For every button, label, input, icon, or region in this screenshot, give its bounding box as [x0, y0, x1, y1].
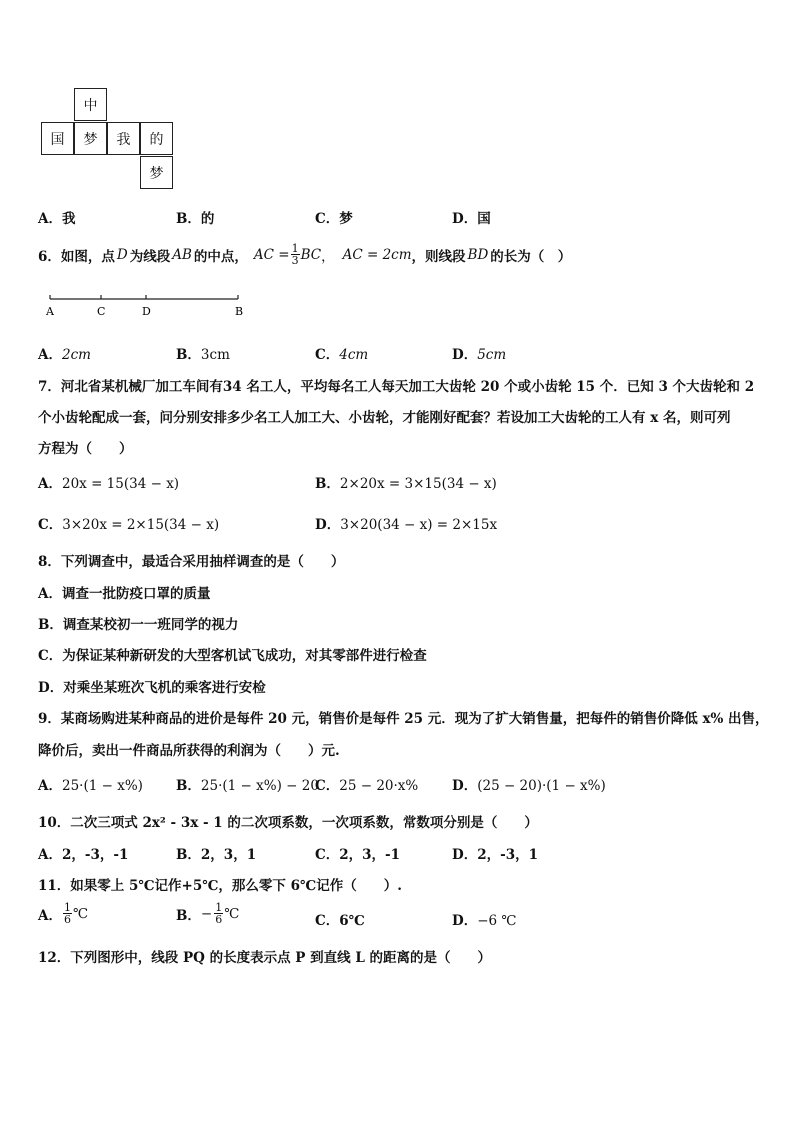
- net-cell: 的: [140, 122, 173, 155]
- net-cell: 梦: [74, 122, 107, 155]
- q7-option-a[interactable]: A．20x = 15(34 − x): [38, 476, 180, 492]
- q6-option-b[interactable]: B．3cm: [176, 347, 230, 363]
- label-a: A: [46, 305, 54, 318]
- label-b: B: [235, 305, 244, 318]
- q6-text-b: 的中点，: [193, 248, 248, 265]
- q6-prefix: 6．如图，点: [38, 248, 115, 265]
- net-cell: 我: [107, 122, 140, 155]
- q7-stem-line2: 个小齿轮配成一套，问分别安排多少名工人加工大、小齿轮，才能刚好配套？若设加工大齿轮的工人有 x 名，则可列: [38, 410, 731, 426]
- net-cell: 中: [74, 88, 107, 121]
- q6-var-d: D: [116, 246, 128, 263]
- q7-option-c[interactable]: C．3×20x = 2×15(34 − x): [38, 517, 220, 533]
- net-cell: 国: [41, 122, 74, 155]
- q5-option-a[interactable]: A．我: [38, 211, 76, 227]
- q9-option-a[interactable]: A．25·(1 − x%): [38, 778, 143, 794]
- q8-option-d[interactable]: D．对乘坐某班次飞机的乘客进行安检: [38, 680, 266, 696]
- q8-option-c[interactable]: C．为保证某种新研发的大型客机试飞成功，对其零部件进行检查: [38, 648, 427, 664]
- q8-option-b[interactable]: B．调查某校初一一班同学的视力: [38, 617, 239, 633]
- q9-option-d[interactable]: D．(25 − 20)·(1 − x%): [452, 778, 606, 794]
- q11-option-d[interactable]: D．−6 ℃: [452, 913, 517, 929]
- q6-eq-ac: AC =: [253, 246, 290, 263]
- q6-option-d[interactable]: D．5cm: [452, 347, 507, 363]
- q6-eq-ac2: AC = 2cm: [342, 246, 412, 263]
- q10-option-c[interactable]: C．2，3，-1: [315, 847, 401, 863]
- q9-stem-line1: 9．某商场购进某种商品的进价是每件 20 元，销售价是每件 25 元．现为了扩大销售量，把每件的销售价降低 x% 出售，: [38, 711, 769, 727]
- label-c: C: [97, 305, 106, 318]
- q7-stem-line3: 方程为（ ）: [38, 441, 133, 457]
- q9-option-b[interactable]: B．25·(1 − x%) − 20: [176, 778, 319, 794]
- q6-text-a: 为线段: [129, 248, 171, 265]
- q10-option-d[interactable]: D．2，-3，1: [452, 847, 538, 863]
- q10-option-a[interactable]: A．2，-3，-1: [38, 847, 129, 863]
- q10-stem: 10．二次三项式 2x² - 3x - 1 的二次项系数，一次项系数，常数项分别是（ ）: [38, 815, 538, 831]
- q6-var-ab: AB: [172, 246, 192, 263]
- q5-option-c[interactable]: C．梦: [315, 211, 353, 227]
- q8-option-a[interactable]: A．调查一批防疫口罩的质量: [38, 586, 211, 602]
- q6-stem: 6．如图，点 D 为线段 AB 的中点， AC = $\frac{1}{3}$ BC ， AC = 2cm ，则线段 BD 的长为（ ）: [38, 242, 572, 267]
- q6-frac-den: 3: [291, 254, 299, 267]
- q6-var-bd: BD: [467, 246, 489, 263]
- q7-option-d[interactable]: D．3×20(34 − x) = 2×15x: [315, 517, 498, 533]
- label-d: D: [142, 305, 151, 318]
- q10-option-b[interactable]: B．2，3，1: [176, 847, 257, 863]
- q7-option-b[interactable]: B．2×20x = 3×15(34 − x): [315, 476, 497, 492]
- q9-option-c[interactable]: C．25 − 20·x%: [315, 778, 419, 794]
- q6-option-a[interactable]: A．2cm: [38, 347, 91, 363]
- q6-text-d: 的长为（ ）: [490, 248, 572, 265]
- q6-text-c: ，则线段: [411, 248, 466, 265]
- q7-stem-line1: 7．河北省某机械厂加工车间有34 名工人，平均每名工人每天加工大齿轮 20 个或小齿轮 15 个．已知 3 个大齿轮和 2: [38, 379, 755, 395]
- q6-segment-diagram: [40, 292, 260, 322]
- q12-stem: 12．下列图形中，线段 PQ 的长度表示点 P 到直线 L 的距离的是（ ）: [38, 950, 492, 966]
- q11-option-b[interactable]: B． − $\frac{1}{6}$ ℃: [176, 901, 240, 926]
- q5-option-d[interactable]: D．国: [452, 211, 491, 227]
- q6-eq-bc: BC: [300, 246, 322, 263]
- q11-option-c[interactable]: C．6℃: [315, 913, 365, 929]
- q8-stem: 8．下列调查中，最适合采用抽样调查的是（ ）: [38, 554, 345, 570]
- q9-stem-line2: 降价后，卖出一件商品所获得的利润为（ ）元.: [38, 743, 340, 759]
- net-cell: 梦: [140, 156, 173, 189]
- q6-fraction: [291, 243, 300, 266]
- q11-stem: 11．如果零上 5℃记作+5℃，那么零下 6℃记作（ ）.: [38, 878, 402, 894]
- q5-option-b[interactable]: B．的: [176, 211, 215, 227]
- q6-frac-num: 1: [291, 242, 299, 255]
- q6-option-c[interactable]: C．4cm: [315, 347, 369, 363]
- q11-option-a[interactable]: A． $\frac{1}{6}$ ℃: [38, 901, 89, 926]
